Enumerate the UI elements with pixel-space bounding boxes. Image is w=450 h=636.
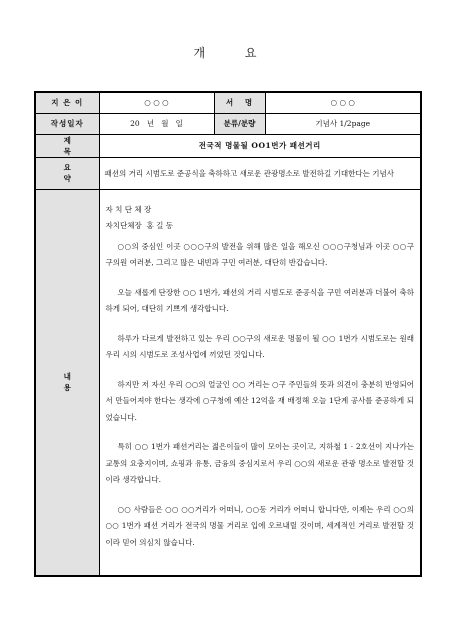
summary-label: 요 약 (35, 157, 99, 189)
author-value: ○ ○ ○ (99, 92, 214, 113)
subject-value: 전국적 명물될 OO1번가 패션거리 (99, 134, 421, 157)
summary-row (35, 157, 421, 189)
speech-paragraph: 하루가 다르게 발전하고 있는 우리 ○○구의 새로운 명물이 될 ○○ 1번가 시범도로는 원래 우리 시의 시범도로 조성사업에 끼었던 것입니다. (105, 333, 414, 359)
speech-paragraph: 오늘 새롭게 단장한 ○○ 1번가, 패션의 거리 시범도로 준공식을 구민 여러분과 더불어 축하하게 되어, 대단히 기쁘게 생각합니다. (105, 287, 414, 313)
signature-label: 서 명 (214, 92, 265, 113)
greeting-title: 자 치 단 체 장 (105, 204, 152, 214)
signature-value: ○ ○ ○ (265, 92, 421, 113)
speech-paragraph: ○○의 중심인 이곳 ○○○구의 발전을 위해 많은 일을 해오신 ○○○구청님과 이곳 ○○구 구의원 여러분, 그리고 많은 내빈과 구민 여러분, 대단히 반갑습니다. (105, 241, 414, 267)
category-label: 분류/분량 (214, 113, 265, 134)
author-row (35, 92, 421, 113)
greeting-name: 자치단체장 홍 길 동 (105, 221, 173, 230)
subject-label: 제 목 (35, 134, 99, 157)
speech-paragraph: 특히 ○○ 1번가 패션거리는 젊은이들이 많이 모이는 곳이고, 지하철 1 · 2호선이 지나가는 교통의 요충지이며, 쇼핑과 유통, 금융의 중심지로서 우리 ○○의 새로운 관광 명소로 발전할 것이라 생각합니다. (105, 442, 414, 484)
date-row (35, 113, 421, 134)
content-body (99, 189, 421, 576)
content-row (35, 189, 421, 576)
content-label: 내 용 (35, 189, 99, 576)
author-label: 지 은 이 (35, 92, 99, 113)
speech-paragraph: 하지만 저 자신 우리 ○○의 얼굴인 ○○ 거리는 ○구 주민들의 뜻과 의견이 충분히 반영되어서 만들어져야 한다는 생각에 ○구청에 예산 12억을 재 배정해 오늘 1단계 공사를 준공하게 되었습니다. (105, 379, 414, 422)
subject-row (35, 134, 421, 157)
page-title: 개 요 (193, 46, 275, 60)
speech-paragraph: ○○ 사람들은 ○○ ○○거리가 어떠니, ○○동 거리가 어떠니 합니다만, 이제는 우리 ○○의 ○○ 1번가 패션 거리가 전국의 명물 거리로 입에 오르내릴 것이며, 세계적인 거리로 발전할 것이라 믿어 의심치 않습니다. (105, 504, 414, 547)
date-value: 20 년 월 일 (99, 113, 214, 134)
category-value: 기념사 1/2page (265, 113, 421, 134)
date-label: 작성일자 (35, 113, 99, 134)
overview-table (34, 91, 422, 577)
summary-value: 패션의 거리 시범도로 준공식을 축하하고 새로운 관광명소로 발전하길 기대한다는 기념사 (99, 157, 421, 189)
